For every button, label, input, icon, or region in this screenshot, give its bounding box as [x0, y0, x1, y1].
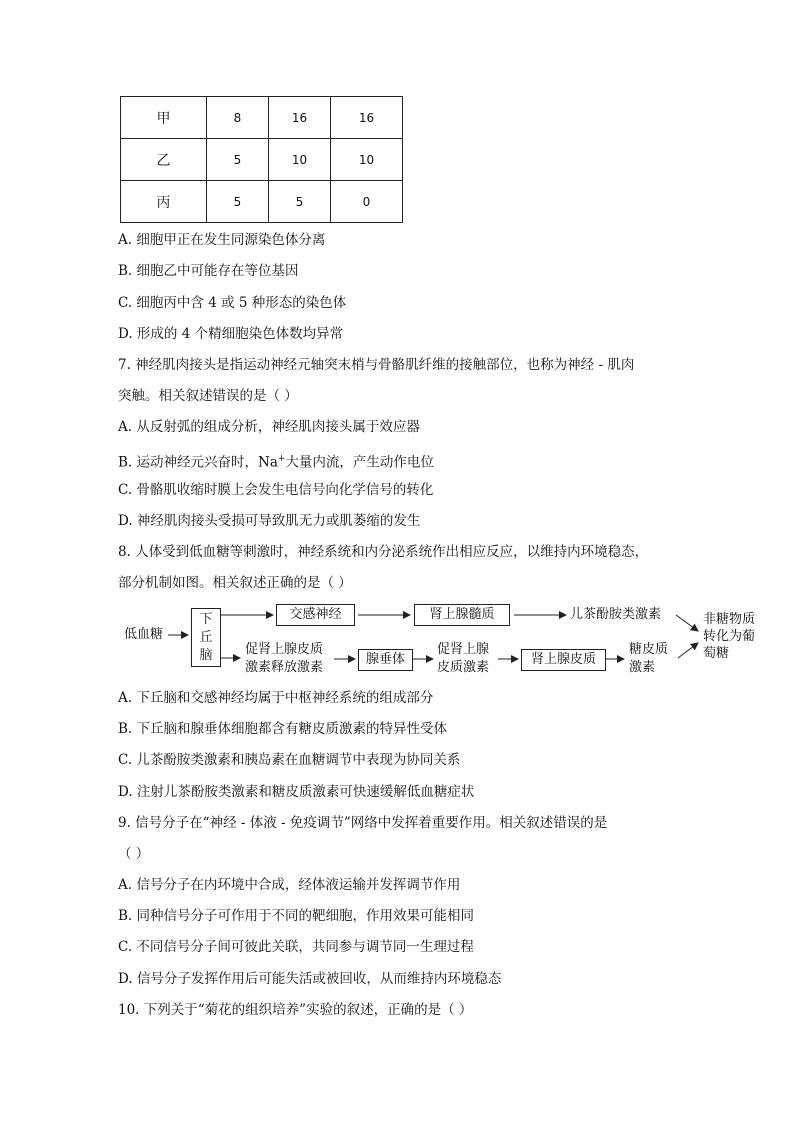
node-result-line: 非糖物质 [703, 612, 756, 627]
table-cell: 5 [269, 181, 331, 223]
table-cell: 16 [269, 97, 331, 139]
node-hypothalamus-char: 下 [199, 612, 213, 627]
q9-stem: 9. 信号分子在“神经 - 体液 - 免疫调节”网络中发挥着重要作用。相关叙述错误的是 [118, 815, 608, 831]
node-crh-line: 促肾上腺皮质 [245, 642, 324, 657]
q8-option-d: D. 注射儿茶酚胺类激素和糖皮质激素可快速缓解低血糖症状 [118, 784, 475, 800]
q10-stem: 10. 下列关于“菊花的组织培养”实验的叙述，正确的是（ ） [118, 1002, 473, 1018]
q8-stem-cont: 部分机制如图。相关叙述正确的是（ ） [118, 575, 352, 591]
q7-option-d: D. 神经肌肉接头受损可导致肌无力或肌萎缩的发生 [118, 513, 421, 529]
table-row [121, 181, 403, 223]
q8-option-a: A. 下丘脑和交感神经均属于中枢神经系统的组成部分 [118, 690, 434, 706]
node-crh-line: 激素释放激素 [245, 660, 324, 675]
q7-option-b-sup: + [277, 454, 286, 464]
q9-option-c: C. 不同信号分子间可彼此关联，共同参与调节同一生理过程 [118, 939, 474, 955]
node-catecholamine: 儿茶酚胺类激素 [570, 607, 662, 622]
table-cell: 10 [331, 139, 403, 181]
table-cell: 5 [207, 139, 269, 181]
q7-option-b-post: 大量内流，产生动作电位 [285, 454, 434, 471]
q9-option-a: A. 信号分子在内环境中合成，经体液运输并发挥调节作用 [118, 877, 461, 893]
table-cell: 乙 [121, 139, 207, 181]
table-row [121, 139, 403, 181]
node-low-glucose: 低血糖 [124, 627, 164, 642]
q8-option-c: C. 儿茶酚胺类激素和胰岛素在血糖调节中表现为协同关系 [118, 752, 461, 768]
q6-option-c: C. 细胞丙中含 4 或 5 种形态的染色体 [118, 295, 347, 311]
table-cell: 丙 [121, 181, 207, 223]
q9-option-d: D. 信号分子发挥作用后可能失活或被回收，从而维持内环境稳态 [118, 971, 502, 987]
table-cell: 甲 [121, 97, 207, 139]
q7-stem: 7. 神经肌肉接头是指运动神经元轴突末梢与骨骼肌纤维的接触部位，也称为神经 - 肌肉 [118, 357, 635, 373]
q6-option-d: D. 形成的 4 个精细胞染色体数均异常 [118, 326, 344, 342]
q7-stem-cont: 突触。相关叙述错误的是（ ） [118, 388, 298, 404]
q6-option-a: A. 细胞甲正在发生同源染色体分离 [118, 232, 326, 248]
table-cell: 10 [269, 139, 331, 181]
q8-stem: 8. 人体受到低血糖等刺激时，神经系统和内分泌系统作出相应反应，以维持内环境稳态， [118, 544, 649, 560]
node-sympathetic-nerve: 交感神经 [276, 604, 355, 626]
table-row [121, 97, 403, 139]
node-adrenal-cortex: 肾上腺皮质 [521, 649, 606, 671]
node-glucocorticoid-line: 激素 [629, 660, 656, 675]
q7-option-c: C. 骨骼肌收缩时膜上会发生电信号向化学信号的转化 [118, 482, 434, 498]
table-cell: 8 [207, 97, 269, 139]
q7-option-b-pre: B. 运动神经元兴奋时，Na [118, 454, 278, 471]
node-acth-line: 皮质激素 [437, 660, 490, 675]
glucose-regulation-diagram [118, 598, 768, 678]
chromosome-table [120, 96, 403, 223]
q6-option-b: B. 细胞乙中可能存在等位基因 [118, 263, 299, 279]
node-result-line: 转化为葡 [703, 629, 756, 644]
q9-stem-cont: （ ） [118, 846, 150, 862]
node-adrenal-medulla: 肾上腺髓质 [414, 604, 510, 626]
node-result-line: 萄糖 [703, 646, 730, 661]
table-cell: 5 [207, 181, 269, 223]
node-hypothalamus-char: 脑 [199, 648, 213, 663]
node-hypothalamus [191, 608, 221, 667]
table-cell: 16 [331, 97, 403, 139]
node-hypothalamus-char: 丘 [199, 630, 213, 645]
q7-option-b [118, 450, 434, 472]
q7-option-a: A. 从反射弧的组成分析，神经肌肉接头属于效应器 [118, 419, 420, 435]
node-glucocorticoid-line: 糖皮质 [629, 642, 669, 657]
node-anterior-pituitary: 腺垂体 [358, 649, 413, 671]
q8-option-b: B. 下丘脑和腺垂体细胞都含有糖皮质激素的特异性受体 [118, 721, 448, 737]
q9-option-b: B. 同种信号分子可作用于不同的靶细胞，作用效果可能相同 [118, 908, 475, 924]
node-acth-line: 促肾上腺 [437, 642, 490, 657]
table-cell: 0 [331, 181, 403, 223]
